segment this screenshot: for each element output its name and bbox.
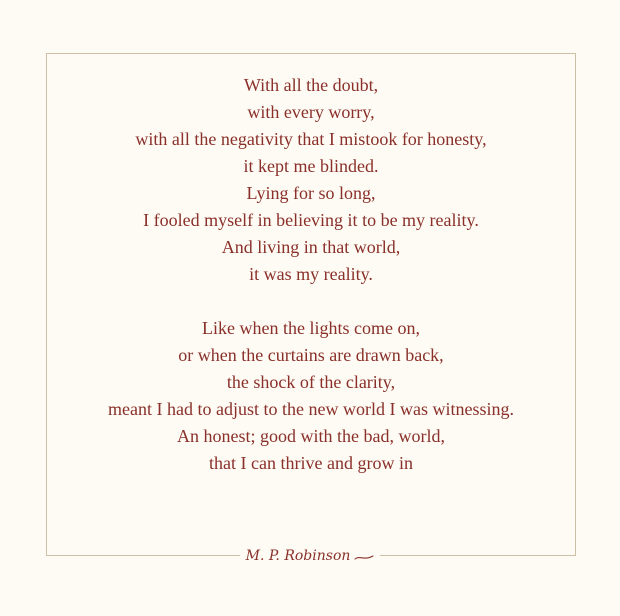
poem-line: An honest; good with the bad, world, — [177, 426, 445, 446]
poem-line: with every worry, — [247, 102, 375, 122]
signature-text: M. P. Robinson — [245, 548, 351, 564]
poem-line: With all the doubt, — [243, 75, 379, 95]
poem-line: it kept me blinded. — [243, 156, 379, 176]
signature-area — [0, 538, 620, 574]
stanza-2 — [46, 315, 576, 477]
poem-line: I fooled myself in believing it to be my reality. — [143, 210, 479, 230]
poem-body — [46, 72, 576, 477]
signature-flourish-icon — [354, 550, 374, 562]
poem-line: the shock of the clarity, — [226, 372, 396, 392]
poem-line: Lying for so long, — [246, 183, 376, 203]
stanza-1 — [46, 72, 576, 288]
poem-line: And living in that world, — [221, 237, 401, 257]
poem-line: it was my reality. — [249, 264, 373, 284]
poem-line: or when the curtains are drawn back, — [178, 345, 444, 365]
poem-line: meant I had to adjust to the new world I was witnessing. — [108, 399, 514, 419]
poem-line: Like when the lights come on, — [202, 318, 420, 338]
poem-line: that I can thrive and grow in — [209, 453, 413, 473]
poem-line: with all the negativity that I mistook for honesty, — [135, 129, 487, 149]
signature — [240, 546, 381, 566]
